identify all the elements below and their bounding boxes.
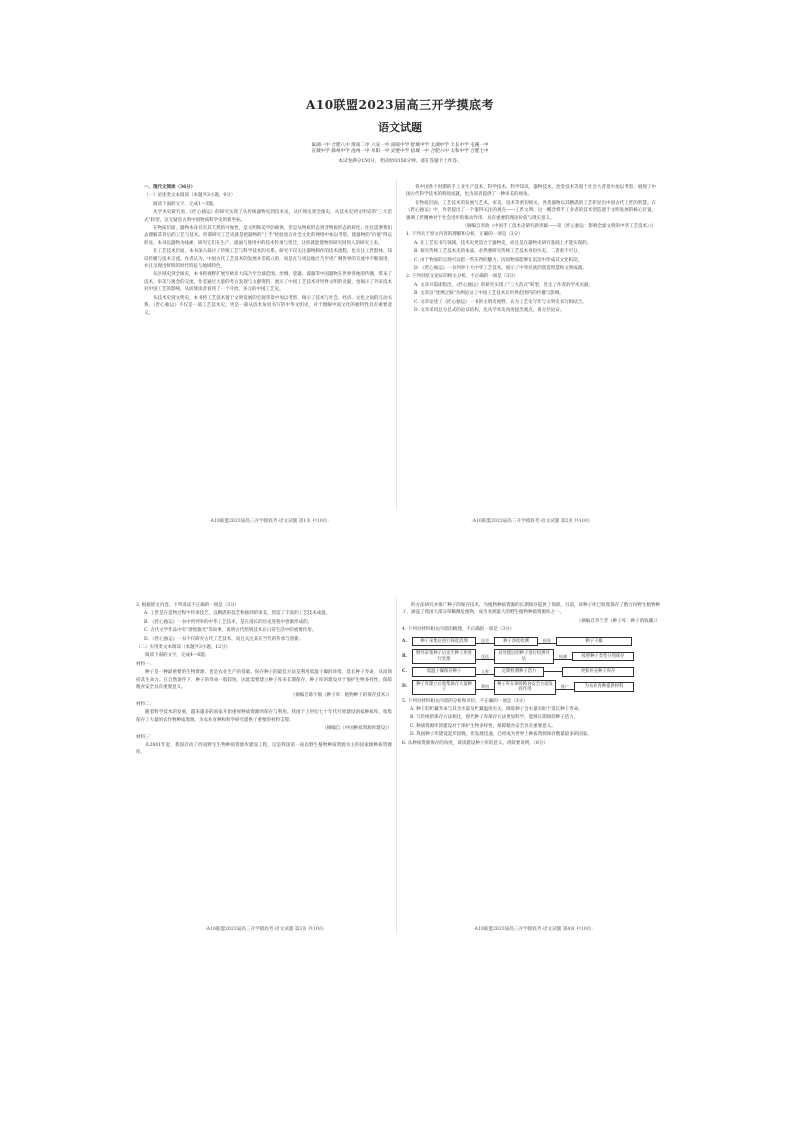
option: A. 文章开篇即指出，《匠心独运》的研究实现了"三大范式"转型，肯定了作者的学术贡献。 <box>414 282 593 288</box>
exam-title: A10联盟2023届高三开学摸底考 <box>306 98 494 112</box>
paragraph: 从学术史研究看，《匠心独运》的研究实现了从传统器物史到技术史、从区域史到全球史，从技术史到文明史的"三大范式"转型，这无疑是古典中国物质科学史的新坐标。 <box>144 210 392 223</box>
option: D. 文章采用总分总式的论证结构，先从学术史角度提出观点，再分层论证。 <box>414 308 565 314</box>
material-text: 种子是一种最重要的生物资源，也是农业生产的基础。保存种子的最佳方法是利用低温干燥的环境，延长种子寿命，从而保持其生命力。在自然条件下，种子的寿命一般较短，因此需要建立种子库来长期保存。种子库的建设对于保护生物多样性、保障粮食安全具有重要意义。 <box>136 670 392 691</box>
subsection-heading: （一）论述类文本阅读（本题共3小题，9分） <box>144 193 236 199</box>
page-3 <box>136 602 392 758</box>
option: C. 种质资源库的建设对于保护生物多样性、保障粮食安全具有重要意义。 <box>410 723 556 729</box>
exam-header <box>120 96 680 164</box>
arrow-icon <box>556 684 574 690</box>
paragraph: 在物质层面，器物本身具有其天然的可视性，是文明和美学的载体，但是从物质形态到非物质形态的转化，往往需要我们去理解其背后的工艺与技术。所谓研究工艺史就是把器物的"上手"经验放在社会文化的网络中加以考察，使器物的"价值"得以彰显。本书以器物为线索，研究它们在生产、流通与使用中的技术传承与变迁，这样就能使物的研究回到人的研究上来。 <box>144 226 392 246</box>
source-citation: （摘编自陈宇航《种子库：植物种子的保存技术》） <box>290 693 392 699</box>
page-footer: ·A10联盟2023届高三开学摸底考·语文试题 第2页 共10页· <box>471 519 591 524</box>
paragraph: 在工艺技术层面，本书深入探讨了传统工艺与科学技术的关系。研究不仅关注器物制作的技术流程，也关注工匠群体、知识传播与技术交流。作者认为，中国古代工艺技术的发展并非孤立的，而是在与周边地区乃至更广阔世界的交流中不断演进，并且呈现出鲜明的时代特征与地域特色。 <box>144 249 392 270</box>
arrow-label: 推广 <box>556 684 574 690</box>
flow-box: 按照种子类型分别保存 <box>572 652 634 662</box>
paragraph: 将中国各个时期的手工业生产技术、科学技术、科学知识、器物技术、冶金技术等置于社会大背景中加以考察，展现了中国古代科学技术的辉煌成就，也为读者提供了一种审美的视角。 <box>406 185 656 198</box>
flow-row <box>402 667 660 677</box>
subsection-heading: （二）实用类文本阅读（本题共3小题，12分） <box>136 645 231 651</box>
paragraph: 的方法研究并推广种子的保存技术，为植物种质资源的长期保存提供了保障。目前，该种子库已收集保存了数万份野生植物种子，涵盖了我国大部分珍稀濒危植物，成为亚洲最大的野生植物种质资源库之一。 <box>402 603 660 616</box>
question-stem: 3. 根据原文内容，下列说法不正确的一项是（3分） <box>136 603 240 608</box>
schools-line-2: 宣城中学 滁州中学 池州一中 阜阳一中 灵璧中学 宿城一中 合肥六中 太和中学 合肥七中 <box>311 149 489 154</box>
flow-label: C. <box>402 669 407 675</box>
arrow-icon <box>476 669 494 675</box>
option: B. 与传统的保存方法相比，现代种子库保存方法更加科学，能够长期保持种子活力。 <box>410 715 579 721</box>
option: D. 《匠心独运》一书列举十大中华工艺技术，展示了中华民族的创造智慧和文明成就。 <box>414 266 587 272</box>
arrow-label: 检验 <box>538 638 556 644</box>
instruction: 阅读下面的文字，完成4～6题。 <box>145 653 210 659</box>
section-heading: 一、现代文阅读（36分） <box>144 185 196 190</box>
page-1 <box>144 184 392 318</box>
material-label: 材料三： <box>136 734 154 740</box>
flow-row <box>402 649 660 664</box>
option: C. 古代文学作品中有"凿壁偷光"等故事，说明古代照明技术在日常生活中的重要作用。 <box>144 628 317 634</box>
page-footer: ·A10联盟2023届高三开学摸底考·语文试题 第4页 共10页· <box>473 927 593 932</box>
flow-box: 对处理后的种子进行检测评估 <box>494 649 554 664</box>
paragraph: 在物质层面，工艺技术的发展与艺术、审美、技术等密切相关，各类器物以其精湛的工艺彰显出中国古代工匠的智慧。在《匠心独运》中，作者提出了一个值得关注的观点——工匠文明。这一概念将手工业者的技术创造置于文明发展的核心位置，强调工匠精神对于社会进步的推动作用，具有重要的理论价值与现实意义。 <box>406 200 656 221</box>
arrow-icon <box>538 638 556 644</box>
arrow-icon <box>476 684 494 690</box>
source-citation: （摘编自李兰芳《种子库：种子的收藏》） <box>576 618 660 624</box>
option: B. 《匠心独运》一书中所列举的中华工艺技术，是在漫长的历史进程中逐渐形成的。 <box>144 619 313 625</box>
page-2 <box>406 184 656 316</box>
material-label: 材料一： <box>136 661 154 667</box>
question-stem: 4. 下列对材料相关内容的梳理，不正确的一项是（3分） <box>402 627 515 633</box>
question-stem: 5. 下列对材料相关内容的分析和评价，不正确的一项是（3分） <box>402 698 528 704</box>
page-divider <box>396 180 397 510</box>
option: A. 工匠是在造物过程中传承技艺，以精湛的技艺和独到的审美，创造了丰富的工艺技术成就。 <box>144 611 331 617</box>
page-4 <box>402 602 660 748</box>
question-stem: 6. 从种质资源保存的角度，谈谈建设种子库的意义。请简要说明。（6分） <box>402 740 548 746</box>
material-text: 从2001年起，我国启动了西南野生生物种质资源库建设工程，这是我国第一座以野生植物种质资源为主的国家级种质资源库。 <box>136 742 392 756</box>
arrow-label: 检测 <box>554 654 572 660</box>
arrow-label: 送达 <box>476 654 494 660</box>
exam-subtitle: 语文试题 <box>378 121 422 134</box>
option: D. 我国种子库建设起步较晚，但发展迅速，已经成为世界上种质资源保存数量最多的国家。 <box>410 732 592 738</box>
option: C. 由于物质的呈现可以把一些东西的魅力，因而物质能够在沉淀中形成其文化积淀。 <box>414 257 583 263</box>
question-stem: 2. 下列对原文论证的相关分析，不正确的一项是（3分） <box>406 274 519 280</box>
schools-list <box>120 143 680 155</box>
paragraph: 从区域史到全球史，本书将视野扩展至欧亚大陆乃至全球范围。丝绸、瓷器、漆器等中国器物在世界各地的传播，带来了技术、审美与观念的交流。作者通过大量的考古发现与文献资料，展示了中国工艺技术对世界文明的贡献，也揭示了外来技术对中国工艺的影响，从而使读者看到了一个开放、多元的中国工艺史。 <box>144 272 392 293</box>
arrow-icon <box>544 671 562 672</box>
flow-row <box>402 637 660 647</box>
page-footer: ·A10联盟2023届高三开学摸底考·语文试题 第1页 共10页· <box>209 519 329 524</box>
flow-box: 野外采集种子后送至种子库进行处理 <box>412 649 476 664</box>
arrow-label: 利用 <box>476 684 494 690</box>
arrow-icon <box>476 638 494 644</box>
flow-diagram <box>402 637 660 695</box>
material-text: 随着科学技术的发展，越来越多的国家开始重视种质资源的保存与利用。我国于上世纪七十年代开始建设国家种质库，收集保存了大量的农作物种质资源，为农业育种和科学研究提供了重要的材料支撑。 <box>136 710 392 723</box>
arrow-label: 入库 <box>476 669 494 675</box>
arrow-icon <box>554 654 572 660</box>
question-stem: 1. 下列关于原文内容的理解和分析，正确的一项是（3分） <box>406 232 523 238</box>
page-divider <box>396 598 397 934</box>
flow-label: A. <box>402 638 407 644</box>
arrow-icon <box>476 654 494 660</box>
flow-label: B. <box>402 653 408 659</box>
arrow-label <box>544 671 562 672</box>
material-label: 材料二： <box>136 701 154 707</box>
source-citation: （摘编自李政《中国手工技术史研究新突破——读〈匠心独运：影响全球文明的中华工艺技术〉》） <box>462 224 656 230</box>
paragraph: 从技术史到文明史，本书将工艺技术置于文明发展的宏观背景中加以考察，揭示了技术与社会、经济、文化之间的互动关系。《匠心独运》不仅是一部工艺技术史，更是一部从技术角度书写的中华文明史，对于理解中国文化的独特性具有重要意义。 <box>144 295 392 316</box>
option: B. 文章以"丝绸之路"为例论证了中国工艺技术在世界范围内的传播与影响。 <box>414 291 564 297</box>
flow-box: 更新补充种子库存 <box>562 667 634 677</box>
arrow-label: 送至 <box>476 638 494 644</box>
option: B. 探究传统工艺技术史的本质，必然要研究传统工艺技术身份历史，二者密不可分。 <box>414 249 583 255</box>
flow-box: 种子库在保障粮食安全方面发挥作用 <box>494 680 556 695</box>
flow-box: 定期检测种子活力 <box>494 667 544 677</box>
option: A. 在工艺史书写领域，技术史更适合于器物史，而且是在器物史研究基础上才能实现的。 <box>414 240 592 246</box>
flow-row <box>402 680 660 695</box>
source-citation: （摘编自《中国种质资源库建设》） <box>322 726 392 732</box>
page-footer: ·A10联盟2023届高三开学摸底考·语文试题 第3页 共10页· <box>205 927 325 932</box>
option: D. 《匠心独运》一书不仅研究古代工艺技术，而且关注其在当代的传承与创新。 <box>144 636 304 642</box>
flow-box: 为农业育种提供材料 <box>574 682 634 692</box>
schools-line-1: 巢湖一中 合肥八中 淮南二中 六安一中 南陵中学 舒城中学 太湖中学 天长中学 屯溪一中 <box>311 143 489 148</box>
flow-box: 低温干燥保存种子 <box>412 667 476 677</box>
flow-label: D. <box>402 684 408 690</box>
option: C. 文章论述了《匠心独运》一书的文明史视野，认为工艺史写作与文明史书写相结合。 <box>414 299 587 305</box>
flow-box: 种子采集后进行筛选清理 <box>412 637 476 647</box>
exam-note: 本试卷满分150分，考试时间150分钟。请在答题卡上作答。 <box>338 159 462 164</box>
flow-box: 种子净度检测 <box>494 637 538 647</box>
flow-box: 种子干燥 <box>556 637 632 647</box>
instruction: 阅读下面的文字，完成1～3题。 <box>153 201 218 207</box>
flow-box: 种子库建立后收集保存大量种子 <box>412 680 476 695</box>
option: A. 种子的贮藏寿命与其含水量及贮藏温度有关，降低种子含水量有助于延长种子寿命。 <box>410 707 583 713</box>
